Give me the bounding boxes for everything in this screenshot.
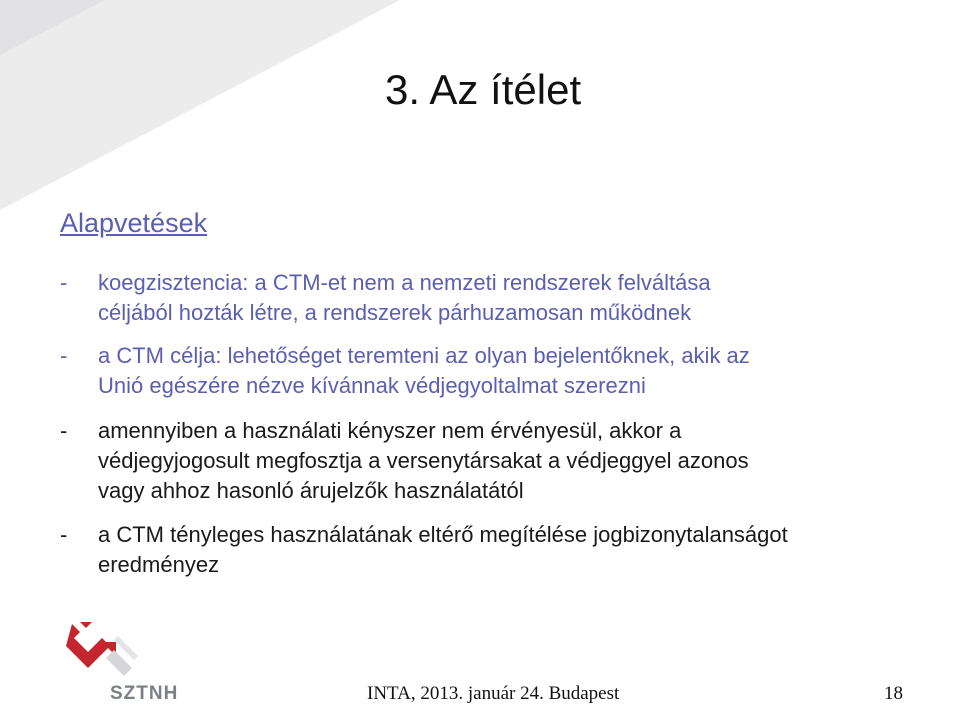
page-number: 18 <box>884 683 903 704</box>
bullet-item <box>60 416 958 506</box>
bullet-dash: - <box>60 522 68 547</box>
bullet-item <box>60 341 958 401</box>
bullet-text: amennyiben a használati kényszer nem érvényesül, akkor a védjegyjogosult megfosztja a versenytársakat a védjeggyel azonos vagy ahhoz hasonló árujelzők használatától <box>98 418 749 503</box>
section-heading: Alapvetések <box>60 208 208 238</box>
slide-title: 3. Az ítélet <box>385 66 582 113</box>
sztnh-logo-icon <box>58 620 148 680</box>
bullet-text: a CTM célja: lehetőséget teremteni az olyan bejelentőknek, akik az Unió egészére nézve kívánnak védjegyoltalmat szerezni <box>98 343 750 398</box>
bullet-text: a CTM tényleges használatának eltérő megítélése jogbizonytalanságot eredményez <box>98 522 788 577</box>
bullet-text: koegzisztencia: a CTM-et nem a nemzeti rendszerek felváltása céljából hozták létre, a rendszerek párhuzamosan működnek <box>98 270 711 325</box>
logo-text: SZTNH <box>110 683 179 704</box>
corner-decoration <box>0 0 400 210</box>
bullet-item <box>60 268 958 328</box>
bullet-dash: - <box>60 343 68 368</box>
footer-text: INTA, 2013. január 24. Budapest <box>367 683 620 704</box>
bullet-item <box>60 520 958 580</box>
bullet-dash: - <box>60 418 68 443</box>
bullet-dash: - <box>60 270 68 295</box>
